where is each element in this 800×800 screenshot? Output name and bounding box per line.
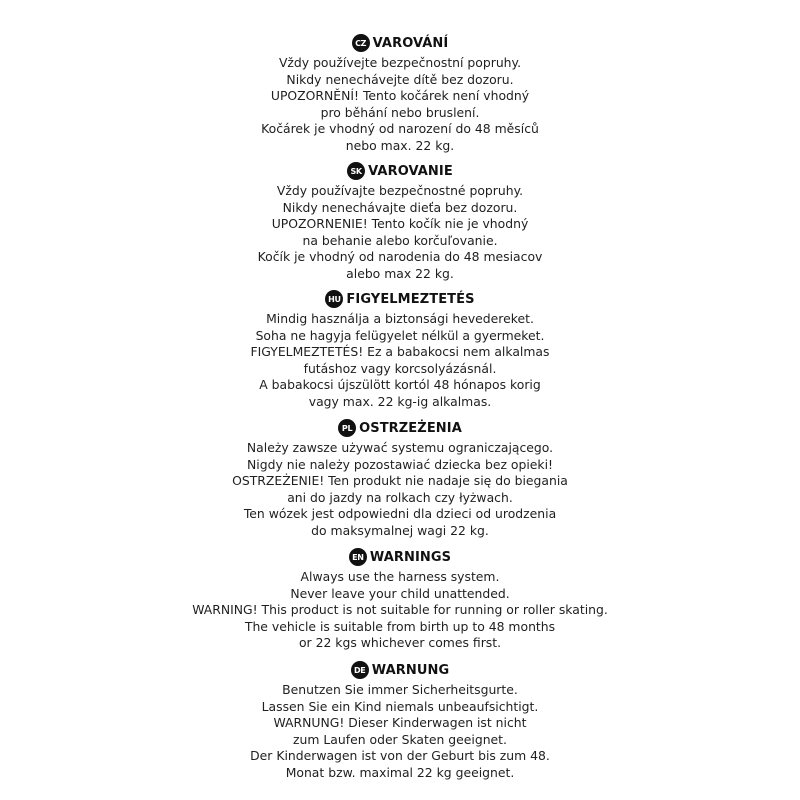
warning-section-en <box>0 547 800 652</box>
warning-section-pl <box>0 418 800 539</box>
warning-section-hu <box>0 289 800 410</box>
warning-line: WARNING! This product is not suitable for running or roller skating. <box>192 602 608 617</box>
section-heading <box>0 418 800 438</box>
warning-line: or 22 kgs whichever comes first. <box>298 635 502 650</box>
warning-line: Nikdy nenechávejte dítě bez dozoru. <box>286 71 514 87</box>
section-title: OSTRZEŻENIA <box>359 420 462 436</box>
language-badge-en: EN <box>349 548 367 566</box>
warning-line: WARNUNG! Dieser Kinderwagen ist nicht <box>273 715 527 730</box>
language-badge-hu: HU <box>325 290 343 308</box>
warning-line: alebo max 22 kg. <box>346 265 454 281</box>
warning-section-cz <box>0 33 800 154</box>
warning-line: do maksymalnej wagi 22 kg. <box>311 522 489 538</box>
section-heading <box>0 289 800 309</box>
warning-line: Vždy používajte bezpečnostné popruhy. <box>276 183 524 198</box>
section-title: VAROVÁNÍ <box>372 35 449 51</box>
warning-line: A babakocsi újszülött kortól 48 hónapos korig <box>259 377 541 392</box>
warning-line: Vždy používejte bezpečnostní popruhy. <box>278 55 522 70</box>
warning-line: ani do jazdy na rolkach czy łyżwach. <box>287 489 513 505</box>
warning-line: Always use the harness system. <box>300 569 500 584</box>
section-heading <box>0 660 800 680</box>
language-badge-sk: SK <box>347 162 365 180</box>
section-heading <box>0 547 800 567</box>
warning-line: Nikdy nenechávajte dieťa bez dozoru. <box>282 199 518 215</box>
warning-line: zum Laufen oder Skaten geeignet. <box>293 731 507 747</box>
section-heading <box>0 33 800 53</box>
warning-line: pro běhání nebo bruslení. <box>320 104 480 120</box>
warning-line: UPOZORNENIE! Tento kočík nie je vhodný <box>271 216 529 231</box>
section-title: WARNUNG <box>371 662 450 678</box>
warning-line: Mindig használja a biztonsági hevedereket. <box>266 311 534 326</box>
warning-line: Der Kinderwagen ist von der Geburt bis zum 48. <box>250 748 550 763</box>
warning-section-de <box>0 660 800 781</box>
language-badge-cz: CZ <box>352 34 370 52</box>
section-title: FIGYELMEZTETÉS <box>346 291 475 307</box>
warning-line: Soha ne hagyja felügyelet nélkül a gyermeket. <box>255 327 545 343</box>
warning-line: nebo max. 22 kg. <box>345 137 455 153</box>
warning-line: vagy max. 22 kg-ig alkalmas. <box>308 393 492 409</box>
warning-line: The vehicle is suitable from birth up to 48 months <box>244 618 556 634</box>
warning-section-sk <box>0 161 800 282</box>
warning-line: Monat bzw. maximal 22 kg geeignet. <box>285 764 515 780</box>
warning-line: na behanie alebo korčuľovanie. <box>302 232 498 248</box>
warning-line: UPOZORNĚNÍ! Tento kočárek není vhodný <box>270 88 530 103</box>
section-heading <box>0 161 800 181</box>
warning-line: futáshoz vagy korcsolyázásnál. <box>303 360 497 376</box>
section-title: WARNINGS <box>369 549 452 565</box>
warning-line: Never leave your child unattended. <box>290 585 510 601</box>
warning-line: Nigdy nie należy pozostawiać dziecka bez opieki! <box>247 456 553 472</box>
warning-line: OSTRZEŻENIE! Ten produkt nie nadaje się do biegania <box>232 473 568 488</box>
warning-line: Należy zawsze używać systemu ograniczającego. <box>246 440 554 455</box>
section-title: VAROVANIE <box>368 163 453 179</box>
warning-line: Lassen Sie ein Kind niemals unbeaufsichtigt. <box>261 698 539 714</box>
warning-line: FIGYELMEZTETÉS! Ez a babakocsi nem alkalmas <box>250 344 550 359</box>
warning-line: Ten wózek jest odpowiedni dla dzieci od urodzenia <box>243 506 557 521</box>
warning-line: Benutzen Sie immer Sicherheitsgurte. <box>282 682 518 697</box>
warning-line: Kočík je vhodný od narodenia do 48 mesiacov <box>257 249 543 264</box>
language-badge-pl: PL <box>338 419 356 437</box>
language-badge-de: DE <box>351 661 369 679</box>
warning-line: Kočárek je vhodný od narození do 48 měsíců <box>261 121 539 136</box>
